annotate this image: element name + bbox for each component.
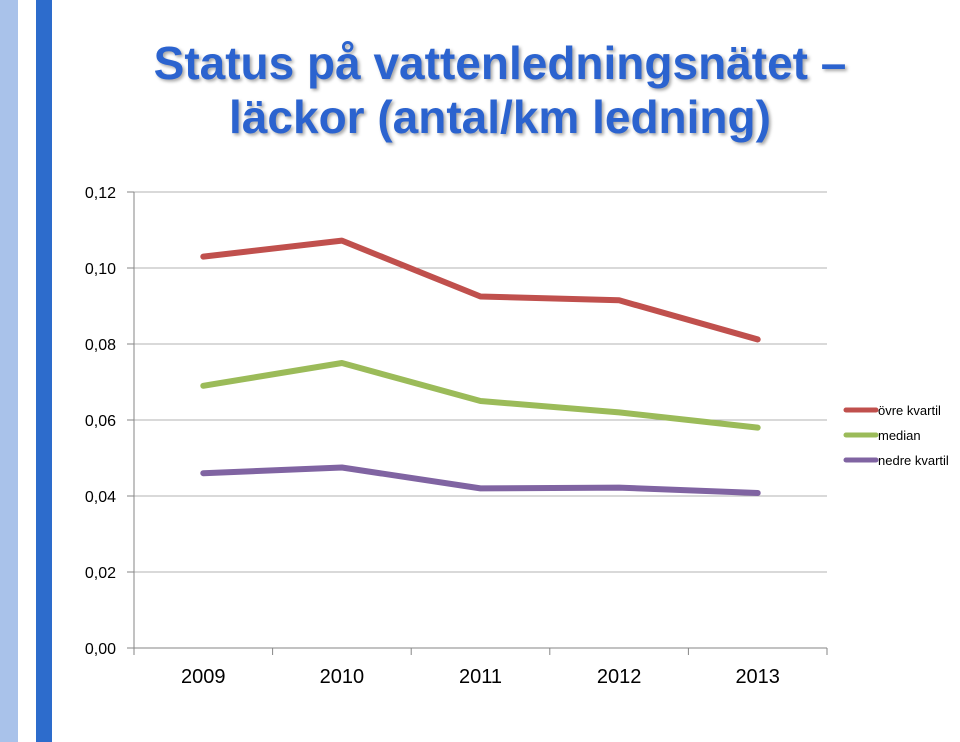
legend-label: övre kvartil: [878, 403, 941, 418]
chart-series: [201, 238, 760, 495]
data-point: [617, 410, 622, 415]
chart-gridlines: [134, 192, 827, 648]
data-point: [755, 337, 760, 342]
data-point: [339, 361, 344, 366]
y-tick-label: 0,02: [84, 565, 116, 582]
slide-title-line-2: läckor (antal/km ledning): [229, 91, 771, 143]
data-point: [478, 399, 483, 404]
x-tick-label: 2013: [735, 666, 780, 688]
x-tick-label: 2010: [319, 666, 365, 688]
chart-legend: [846, 403, 949, 468]
data-point: [201, 383, 206, 388]
data-point: [617, 298, 622, 303]
y-tick-label: 0,04: [84, 489, 116, 506]
legend-label: nedre kvartil: [878, 453, 949, 468]
slide-title-line-1: Status på vattenledningsnätet –: [153, 37, 847, 89]
legend-label: median: [878, 428, 921, 443]
x-tick-label: 2009: [181, 666, 226, 688]
x-tick-label: 2011: [458, 666, 503, 688]
x-tick-label: 2012: [596, 666, 642, 688]
data-point: [339, 238, 344, 243]
data-point: [478, 294, 483, 299]
y-tick-label: 0,06: [84, 413, 116, 430]
y-tick-label: 0,00: [84, 641, 116, 658]
data-point: [478, 486, 483, 491]
data-point: [201, 471, 206, 476]
data-point: [201, 254, 206, 259]
series-line-2: [203, 363, 757, 428]
data-point: [617, 485, 622, 490]
series-line-1: [203, 241, 757, 340]
y-tick-label: 0,08: [84, 337, 116, 354]
y-tick-label: 0,12: [84, 185, 116, 202]
chart-axes: [85, 185, 827, 688]
y-tick-label: 0,10: [84, 261, 116, 278]
data-point: [755, 490, 760, 495]
data-point: [755, 425, 760, 430]
data-point: [339, 465, 344, 470]
